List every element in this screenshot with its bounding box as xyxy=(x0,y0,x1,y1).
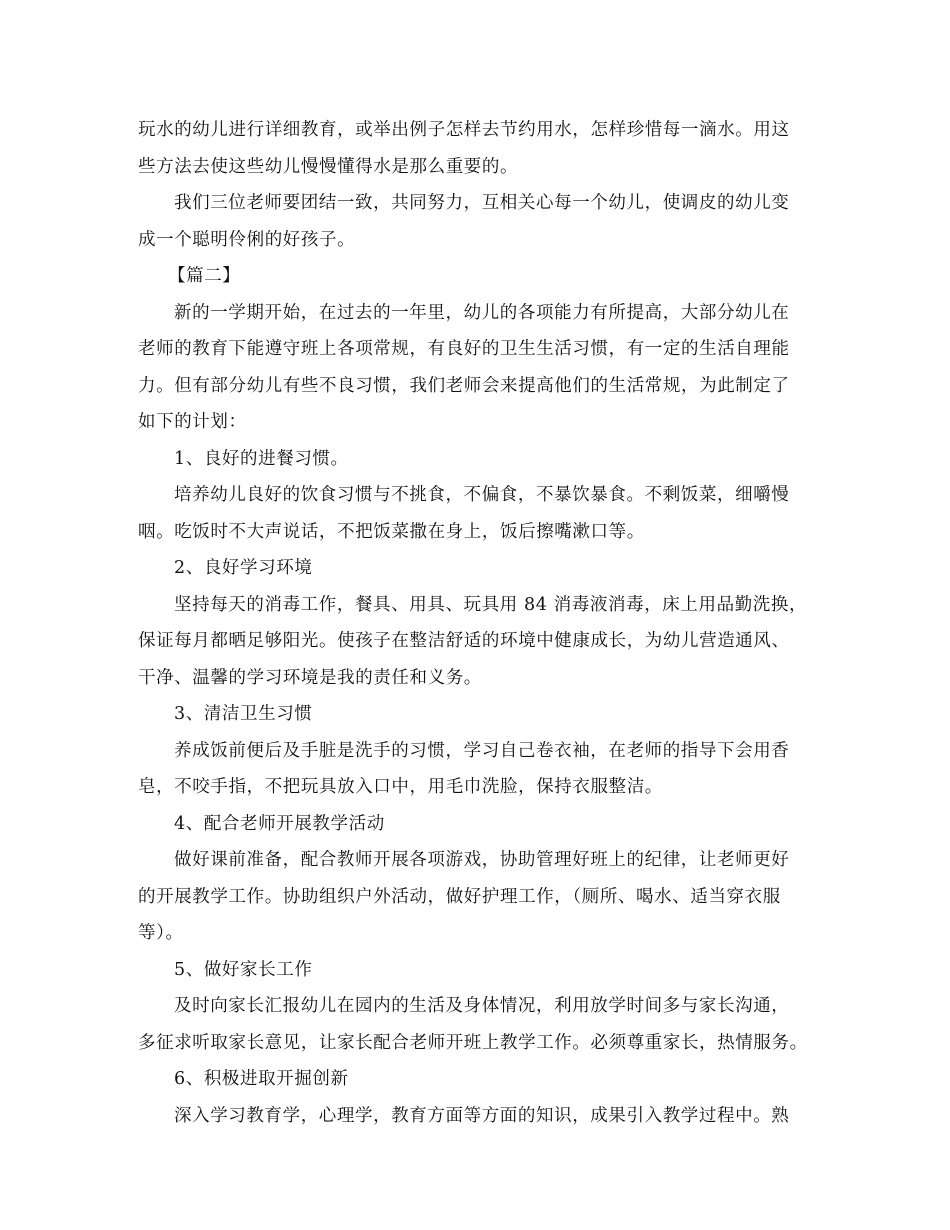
text-line: 我们三位老师要团结一致，共同努力，互相关心每一个幼儿，使调皮的幼儿变 xyxy=(174,193,790,213)
text-line: 咽。吃饭时不大声说话，不把饭菜撒在身上，饭后擦嘴漱口等。 xyxy=(138,521,645,542)
text-line: 2、良好学习环境 xyxy=(174,558,313,578)
text-line: 多征求听取家长意见，让家长配合老师开班上教学工作。必须尊重家长，热情服务。 xyxy=(138,1032,808,1053)
text-line: 4、配合老师开展教学活动 xyxy=(174,813,385,834)
text-line: 玩水的幼儿进行详细教育，或举出例子怎样去节约用水，怎样珍惜每一滴水。用这 xyxy=(138,120,790,140)
text-line: 6、积极进取开掘创新 xyxy=(174,1069,349,1089)
text-line: 坚持每天的消毒工作，餐具、用具、玩具用 84 消毒液消毒，床上用品勤洗换， xyxy=(174,594,808,615)
text-line: 5、做好家长工作 xyxy=(174,959,313,980)
text-line: 等）。 xyxy=(138,923,184,943)
text-line: 做好课前准备，配合教师开展各项游戏，协助管理好班上的纪律，让老师更好 xyxy=(174,850,790,870)
text-line: 深入学习教育学，心理学，教育方面等方面的知识，成果引入教学过程中。熟 xyxy=(174,1105,790,1126)
text-line: 如下的计划： xyxy=(138,412,247,432)
text-line: 3、清洁卫生习惯 xyxy=(174,704,313,724)
text-line: 皂，不咬手指，不把玩具放入口中，用毛巾洗脸，保持衣服整洁。 xyxy=(138,777,663,797)
text-line: 干净、温馨的学习环境是我的责任和义务。 xyxy=(138,667,482,688)
text-line: 的开展教学工作。协助组织户外活动，做好护理工作，（厕所、喝水、适当穿衣服 xyxy=(138,886,781,907)
text-line: 些方法去使这些幼儿慢慢懂得水是那么重要的。 xyxy=(138,156,519,177)
text-line: 力。但有部分幼儿有些不良习惯，我们老师会来提高他们的生活常规，为此制定了 xyxy=(138,375,790,396)
text-line: 保证每月都晒足够阳光。使孩子在整洁舒适的环境中健康成长，为幼儿营造通风、 xyxy=(138,631,790,651)
text-line: 养成饭前便后及手脏是洗手的习惯，学习自己卷衣袖，在老师的指导下会用香 xyxy=(174,740,790,761)
text-line: 成一个聪明伶俐的好孩子。 xyxy=(138,229,356,250)
text-line: 培养幼儿良好的饮食习惯与不挑食，不偏食，不暴饮暴食。不剩饭菜，细嚼慢 xyxy=(174,485,790,505)
text-line: 新的一学期开始，在过去的一年里，幼儿的各项能力有所提高，大部分幼儿在 xyxy=(174,302,790,323)
text-line: 老师的教育下能遵守班上各项常规，有良好的卫生生活习惯，有一定的生活自理能 xyxy=(138,339,790,359)
text-line: 1、良好的进餐习惯。 xyxy=(174,448,349,469)
section-heading: 【篇二】 xyxy=(168,266,241,286)
text-line: 及时向家长汇报幼儿在园内的生活及身体情况，利用放学时间多与家长沟通， xyxy=(174,996,790,1016)
document-body xyxy=(138,112,818,1134)
